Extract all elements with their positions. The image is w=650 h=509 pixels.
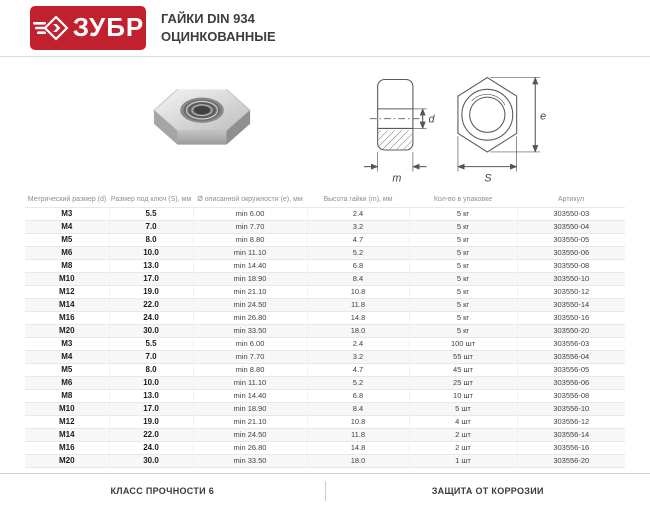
dim-d-label: d <box>429 114 436 126</box>
table-cell: M8 <box>25 259 109 272</box>
table-cell: M14 <box>25 428 109 441</box>
table-cell: 100 шт <box>409 337 517 350</box>
table-cell: 8.4 <box>307 402 409 415</box>
table-row <box>25 233 625 246</box>
table-cell: min 7.70 <box>193 350 307 363</box>
table-row <box>25 324 625 337</box>
table-cell: 2.4 <box>307 337 409 350</box>
table-cell: 10.8 <box>307 285 409 298</box>
table-cell: 5 кг <box>409 311 517 324</box>
footer <box>0 473 650 509</box>
nut-dimension-drawing <box>362 65 548 194</box>
title-line-2: ОЦИНКОВАННЫЕ <box>161 28 276 46</box>
table-cell: min 21.10 <box>193 415 307 428</box>
table-cell: min 33.50 <box>193 324 307 337</box>
table-row <box>25 311 625 324</box>
table-cell: M14 <box>25 298 109 311</box>
table-cell: 303550-04 <box>517 220 625 233</box>
table-cell: min 24.50 <box>193 298 307 311</box>
table-cell: 18.0 <box>307 454 409 467</box>
spec-table <box>25 192 625 468</box>
table-cell: 14.8 <box>307 441 409 454</box>
table-cell: M5 <box>25 233 109 246</box>
table-cell: min 26.80 <box>193 311 307 324</box>
table-cell: 8.0 <box>109 363 193 376</box>
table-cell: min 18.90 <box>193 402 307 415</box>
table-row <box>25 376 625 389</box>
table-row <box>25 337 625 350</box>
table-cell: 24.0 <box>109 311 193 324</box>
table-row <box>25 220 625 233</box>
header <box>0 0 650 57</box>
table-cell: 17.0 <box>109 272 193 285</box>
table-row <box>25 389 625 402</box>
table-row <box>25 441 625 454</box>
table-cell: 303556-08 <box>517 389 625 402</box>
table-cell: 303550-05 <box>517 233 625 246</box>
table-cell: min 24.50 <box>193 428 307 441</box>
table-cell: 303556-04 <box>517 350 625 363</box>
table-cell: M20 <box>25 454 109 467</box>
table-row <box>25 402 625 415</box>
table-cell: 8.4 <box>307 272 409 285</box>
table-cell: M8 <box>25 389 109 402</box>
table-cell: 2.4 <box>307 207 409 220</box>
dim-m-label: m <box>392 172 401 184</box>
table-cell: 11.8 <box>307 428 409 441</box>
table-cell: 5 кг <box>409 324 517 337</box>
table-cell: M20 <box>25 324 109 337</box>
table-row <box>25 272 625 285</box>
table-cell: 303550-20 <box>517 324 625 337</box>
table-cell: M4 <box>25 220 109 233</box>
table-cell: M10 <box>25 402 109 415</box>
spec-table-head <box>25 192 625 207</box>
table-cell: 4 шт <box>409 415 517 428</box>
table-cell: 303556-05 <box>517 363 625 376</box>
zubr-arrow-icon <box>32 13 68 43</box>
table-cell: 2 шт <box>409 441 517 454</box>
table-cell: min 8.80 <box>193 363 307 376</box>
table-cell: 19.0 <box>109 415 193 428</box>
table-cell: M5 <box>25 363 109 376</box>
brand-name: ЗУБР <box>73 14 145 42</box>
table-cell: 18.0 <box>307 324 409 337</box>
title-line-1: ГАЙКИ DIN 934 <box>161 10 276 28</box>
table-cell: 10.0 <box>109 376 193 389</box>
table-cell: 303556-12 <box>517 415 625 428</box>
table-cell: 303550-08 <box>517 259 625 272</box>
col-metric-size: Метрический размер (d) <box>25 192 109 207</box>
table-cell: 45 шт <box>409 363 517 376</box>
col-nut-height: Высота гайки (m), мм <box>307 192 409 207</box>
table-cell: min 8.80 <box>193 233 307 246</box>
table-cell: 303550-10 <box>517 272 625 285</box>
corrosion-protection-label: ЗАЩИТА ОТ КОРРОЗИИ <box>326 486 650 496</box>
table-cell: 5.2 <box>307 376 409 389</box>
table-cell: min 14.40 <box>193 389 307 402</box>
table-cell: 8.0 <box>109 233 193 246</box>
table-cell: 303550-12 <box>517 285 625 298</box>
table-cell: min 11.10 <box>193 246 307 259</box>
table-cell: 303556-03 <box>517 337 625 350</box>
table-cell: 24.0 <box>109 441 193 454</box>
table-cell: 6.8 <box>307 389 409 402</box>
table-cell: 5.2 <box>307 246 409 259</box>
table-cell: 303550-16 <box>517 311 625 324</box>
table-cell: M6 <box>25 376 109 389</box>
table-row <box>25 350 625 363</box>
table-cell: 5.5 <box>109 337 193 350</box>
table-cell: 7.0 <box>109 350 193 363</box>
table-cell: 5 кг <box>409 246 517 259</box>
table-cell: 303556-06 <box>517 376 625 389</box>
table-cell: min 14.40 <box>193 259 307 272</box>
header-row <box>25 192 625 207</box>
table-cell: 303550-14 <box>517 298 625 311</box>
table-cell: 1 шт <box>409 454 517 467</box>
table-cell: 303550-06 <box>517 246 625 259</box>
spec-table-body <box>25 207 625 467</box>
page-title <box>161 10 276 46</box>
table-cell: 10 шт <box>409 389 517 402</box>
col-article: Артикул <box>517 192 625 207</box>
table-cell: 303556-14 <box>517 428 625 441</box>
table-cell: 5 кг <box>409 259 517 272</box>
strength-class-label: КЛАСС ПРОЧНОСТИ 6 <box>0 486 325 496</box>
table-cell: M4 <box>25 350 109 363</box>
table-cell: min 21.10 <box>193 285 307 298</box>
table-cell: 14.8 <box>307 311 409 324</box>
table-cell: 4.7 <box>307 363 409 376</box>
hex-nut-photo <box>143 71 261 168</box>
table-cell: 13.0 <box>109 259 193 272</box>
table-cell: 19.0 <box>109 285 193 298</box>
table-cell: 4.7 <box>307 233 409 246</box>
table-cell: 5 шт <box>409 402 517 415</box>
media-row <box>0 57 650 190</box>
table-cell: 5 кг <box>409 272 517 285</box>
table-cell: M12 <box>25 285 109 298</box>
table-cell: M16 <box>25 311 109 324</box>
table-cell: M12 <box>25 415 109 428</box>
table-cell: 5 кг <box>409 285 517 298</box>
table-cell: 10.0 <box>109 246 193 259</box>
table-cell: min 6.00 <box>193 207 307 220</box>
table-cell: 30.0 <box>109 454 193 467</box>
table-cell: 303550-03 <box>517 207 625 220</box>
table-cell: 3.2 <box>307 220 409 233</box>
table-cell: 25 шт <box>409 376 517 389</box>
table-cell: M16 <box>25 441 109 454</box>
table-cell: min 11.10 <box>193 376 307 389</box>
table-cell: 303556-10 <box>517 402 625 415</box>
table-cell: M3 <box>25 207 109 220</box>
table-row <box>25 207 625 220</box>
dim-e-label: e <box>540 111 546 123</box>
table-cell: 5.5 <box>109 207 193 220</box>
table-cell: 13.0 <box>109 389 193 402</box>
table-cell: 10.8 <box>307 415 409 428</box>
brand-logo <box>30 6 146 50</box>
table-cell: 30.0 <box>109 324 193 337</box>
table-row <box>25 363 625 376</box>
col-circum-dia: Ø описанной окружности (e), мм <box>193 192 307 207</box>
col-pack-qty: Кол-во в упаковке <box>409 192 517 207</box>
table-row <box>25 415 625 428</box>
table-cell: 17.0 <box>109 402 193 415</box>
table-cell: 5 кг <box>409 220 517 233</box>
table-row <box>25 428 625 441</box>
table-cell: min 6.00 <box>193 337 307 350</box>
table-cell: M6 <box>25 246 109 259</box>
table-row <box>25 454 625 467</box>
table-cell: 11.8 <box>307 298 409 311</box>
table-cell: 5 кг <box>409 207 517 220</box>
table-cell: 22.0 <box>109 428 193 441</box>
dim-s-label: S <box>484 172 492 184</box>
table-row <box>25 285 625 298</box>
table-row <box>25 259 625 272</box>
table-cell: 303556-20 <box>517 454 625 467</box>
table-cell: 7.0 <box>109 220 193 233</box>
table-cell: min 18.90 <box>193 272 307 285</box>
table-cell: 22.0 <box>109 298 193 311</box>
table-cell: 5 кг <box>409 298 517 311</box>
table-cell: min 7.70 <box>193 220 307 233</box>
table-cell: 303556-16 <box>517 441 625 454</box>
table-row <box>25 298 625 311</box>
table-cell: 5 кг <box>409 233 517 246</box>
table-cell: 3.2 <box>307 350 409 363</box>
table-cell: M10 <box>25 272 109 285</box>
table-row <box>25 246 625 259</box>
table-cell: min 26.80 <box>193 441 307 454</box>
table-cell: 6.8 <box>307 259 409 272</box>
col-wrench-size: Размер под ключ (S), мм <box>109 192 193 207</box>
table-cell: 55 шт <box>409 350 517 363</box>
table-cell: M3 <box>25 337 109 350</box>
table-cell: 2 шт <box>409 428 517 441</box>
table-cell: min 33.50 <box>193 454 307 467</box>
